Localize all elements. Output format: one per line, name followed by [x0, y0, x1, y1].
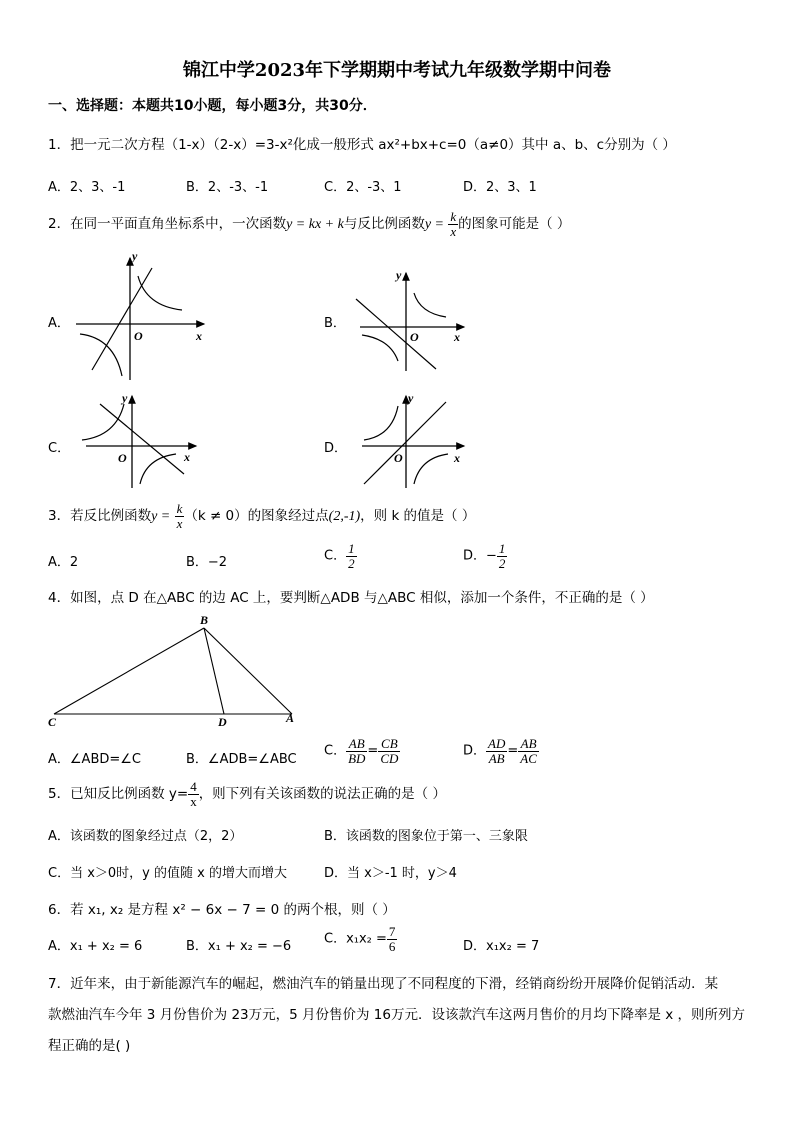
origin-label: O	[118, 451, 127, 465]
question-1-option-d[interactable]: D．2、3、1	[463, 180, 537, 195]
axis-x-label: x	[184, 450, 190, 464]
question-7-line-3: 程正确的是( )	[48, 1038, 131, 1054]
question-1-option-b[interactable]: B．2、-3、-1	[186, 180, 269, 195]
linear-line	[356, 299, 436, 369]
hyperbola-branch-1	[414, 293, 446, 317]
graph-a	[72, 250, 212, 382]
question-2-y-eq: y =	[424, 217, 445, 233]
graph-d	[350, 390, 470, 490]
question-2-linear-function: y = kx + k	[286, 217, 344, 233]
side-ba	[204, 628, 292, 714]
question-6-stem: 6．若 x₁, x₂ 是方程 x² − 6x − 7 = 0 的两个根，则（ ）	[48, 902, 396, 918]
question-4-option-b[interactable]: B．∠ADB=∠ABC	[186, 752, 297, 767]
hyperbola-branch-2	[414, 454, 448, 484]
vertex-b-label: B	[200, 613, 209, 627]
hyperbola-branch-2	[362, 335, 398, 361]
question-4-option-c[interactable]: C． $\frac{AB}{BD}$ = $\frac{CB}{CD}$	[324, 736, 399, 766]
axis-x-label: x	[454, 451, 460, 465]
side-cb	[54, 628, 204, 714]
origin-label: O	[134, 329, 143, 343]
question-7-line-2: 款燃油汽车今年 3 月份售价为 23万元，5 月份售价为 16万元．设该款汽车这两月售价的月均下降率是 x ，则所列方	[48, 1007, 746, 1023]
question-2-suffix: 的图象可能是（ ）	[458, 216, 571, 233]
hyperbola-branch-1	[364, 406, 398, 440]
question-1-option-c[interactable]: C．2、-3、1	[324, 180, 402, 195]
graph-label-d[interactable]: D．	[324, 441, 348, 456]
vertex-c-label: C	[48, 715, 57, 728]
question-4-option-a[interactable]: A．∠ABD=∠C	[48, 752, 141, 767]
graph-c	[72, 390, 202, 490]
question-4-stem: 4．如图，点 D 在△ABC 的边 AC 上，要判断△ADB 与△ABC 相似，添加一个条件，不正确的是（ ）	[48, 590, 654, 606]
hyperbola-branch-2	[140, 454, 176, 484]
section-header: 一、选择题：本题共10小题，每小题3分，共30分．	[48, 98, 377, 114]
linear-line	[364, 402, 446, 484]
question-1-option-a[interactable]: A．2、3、-1	[48, 180, 126, 195]
question-2-prefix: 2．在同一平面直角坐标系中，一次函数	[48, 216, 287, 233]
page-title: 锦江中学2023年下学期期中考试九年级数学期中问卷	[182, 60, 612, 81]
question-5-option-d[interactable]: D．当 x＞-1 时，y＞4	[324, 866, 457, 881]
question-6-option-d[interactable]: D．x₁x₂ = 7	[463, 939, 540, 954]
question-3-option-d[interactable]: D．− $\frac{1}{2}$	[463, 541, 506, 571]
question-3-fraction: $\frac{k}{x}$	[176, 501, 183, 531]
axis-y-label: y	[132, 250, 138, 263]
linear-line	[92, 268, 152, 370]
linear-line	[100, 404, 184, 474]
question-3-option-c[interactable]: C． $\frac{1}{2}$	[324, 541, 355, 571]
question-5-option-b[interactable]: B．该函数的图象位于第一、三象限	[324, 829, 528, 844]
graph-label-c[interactable]: C．	[48, 441, 71, 456]
axis-y-label: y	[396, 268, 402, 282]
question-5-stem: 5．已知反比例函数 y= $\frac{4}{x}$ ，则下列有关该函数的说法正确的是（ ）	[48, 779, 446, 809]
origin-label: O	[394, 451, 403, 465]
axis-x-label: x	[454, 330, 460, 344]
triangle-figure	[44, 612, 314, 728]
question-7-line-1: 7．近年来，由于新能源汽车的崛起，燃油汽车的销量出现了不同程度的下滑，经销商纷纷开展降价促销活动．某	[48, 976, 719, 992]
question-1-stem: 1．把一元二次方程（1-x）（2-x）=3-x²化成一般形式 ax²+bx+c=0（a≠0）其中 a、b、c分别为（ ）	[48, 137, 676, 153]
graph-label-b[interactable]: B．	[324, 316, 346, 331]
question-5-option-c[interactable]: C．当 x＞0时，y 的值随 x 的增大而增大	[48, 866, 287, 881]
point-d-label: D	[218, 715, 227, 728]
question-6-option-a[interactable]: A．x₁ + x₂ = 6	[48, 939, 143, 954]
question-3-stem	[48, 502, 475, 530]
question-2-fraction: $\frac{k}{x}$	[450, 209, 457, 239]
question-3-condition: （k ≠ 0）的图象经过点	[184, 508, 329, 525]
question-6-option-b[interactable]: B．x₁ + x₂ = −6	[186, 939, 292, 954]
axis-y-label: y	[122, 391, 128, 405]
question-3-y-eq: y =	[151, 509, 171, 525]
vertex-a-label: A	[286, 711, 295, 725]
question-4-option-d[interactable]: D． $\frac{AD}{AB}$ = $\frac{AB}{AC}$	[463, 736, 537, 766]
question-2-mid: 与反比例函数	[343, 216, 425, 233]
segment-bd	[204, 628, 224, 714]
axis-y-label: y	[408, 391, 414, 405]
question-6-option-c[interactable]: C．x₁x₂ = $\frac{7}{6}$	[324, 924, 396, 954]
origin-label: O	[410, 330, 419, 344]
hyperbola-branch-1	[82, 404, 124, 440]
question-3-suffix: ，则 k 的值是（ ）	[360, 508, 476, 525]
question-3-option-a[interactable]: A．2	[48, 555, 79, 570]
graph-b	[350, 265, 470, 375]
question-3-point: (2,-1)	[328, 509, 361, 525]
question-2-stem	[48, 210, 570, 238]
question-5-option-a[interactable]: A．该函数的图象经过点（2，2）	[48, 829, 243, 844]
question-3-option-b[interactable]: B．−2	[186, 555, 228, 570]
graph-label-a[interactable]: A．	[48, 316, 70, 331]
axis-x-label: x	[196, 329, 202, 343]
question-3-prefix: 3．若反比例函数	[48, 508, 152, 525]
